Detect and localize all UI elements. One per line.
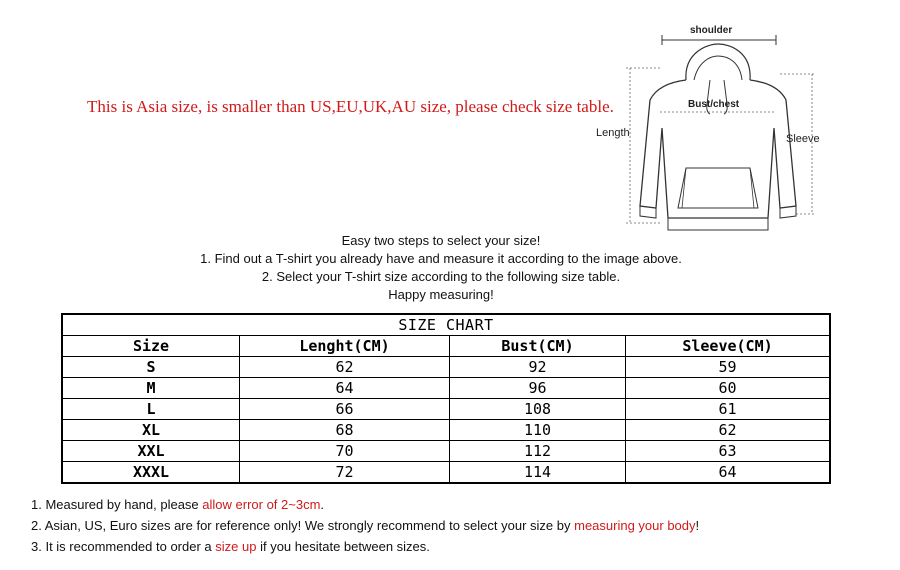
hoodie-illustration — [590, 18, 830, 240]
asia-size-warning: This is Asia size, is smaller than US,EU,UK,AU size, please check size table. — [87, 97, 614, 116]
sleeve-cell: 64 — [626, 462, 831, 484]
size-cell: M — [62, 378, 240, 399]
size-cell: XL — [62, 420, 240, 441]
length-cell: 68 — [240, 420, 450, 441]
length-cell: 64 — [240, 378, 450, 399]
header-bust: Bust(CM) — [450, 336, 626, 357]
sleeve-label: Sleeve — [786, 133, 820, 145]
note-text: ! — [695, 518, 700, 533]
shoulder-label: shoulder — [690, 25, 733, 36]
sleeve-cell: 60 — [626, 378, 831, 399]
length-cell: 70 — [240, 441, 450, 462]
length-cell: 66 — [240, 399, 450, 420]
bust-cell: 114 — [450, 462, 626, 484]
sleeve-cell: 62 — [626, 420, 831, 441]
measuring-instructions — [0, 232, 882, 304]
hoodie-measurement-diagram — [590, 18, 830, 240]
size-cell: S — [62, 357, 240, 378]
size-cell: L — [62, 399, 240, 420]
bust-cell: 108 — [450, 399, 626, 420]
bust-label: Bust/chest — [688, 99, 740, 110]
table-row — [62, 399, 830, 420]
instruction-line: Happy measuring! — [388, 287, 494, 302]
instruction-line: 1. Find out a T-shirt you already have and measure it according to the image above. — [200, 251, 682, 266]
table-row — [62, 420, 830, 441]
size-chart-title: SIZE CHART — [62, 314, 830, 336]
table-row — [62, 378, 830, 399]
length-cell: 72 — [240, 462, 450, 484]
note-highlight: size up — [215, 539, 257, 554]
size-chart-table — [61, 313, 831, 484]
note-highlight: allow error of 2~3cm — [202, 497, 321, 512]
bust-cell: 110 — [450, 420, 626, 441]
note-highlight: measuring your body — [574, 518, 696, 533]
bust-cell: 96 — [450, 378, 626, 399]
header-size: Size — [62, 336, 240, 357]
size-notes — [31, 494, 699, 557]
table-row — [62, 357, 830, 378]
length-label: Length — [596, 127, 630, 139]
bust-cell: 112 — [450, 441, 626, 462]
sleeve-cell: 63 — [626, 441, 831, 462]
note-text: . — [320, 497, 325, 512]
note-item — [31, 515, 699, 536]
size-chart-header-row — [62, 336, 830, 357]
size-cell: XXXL — [62, 462, 240, 484]
note-text: 2. Asian, US, Euro sizes are for reference only! We strongly recommend to select your size by — [31, 518, 575, 533]
note-text: 1. Measured by hand, please — [31, 497, 203, 512]
note-text: if you hesitate between sizes. — [256, 539, 430, 554]
table-row — [62, 462, 830, 484]
note-item — [31, 536, 699, 557]
header-length: Lenght(CM) — [240, 336, 450, 357]
length-cell: 62 — [240, 357, 450, 378]
sleeve-cell: 59 — [626, 357, 831, 378]
table-row — [62, 441, 830, 462]
note-item — [31, 494, 699, 515]
bust-cell: 92 — [450, 357, 626, 378]
note-text: 3. It is recommended to order a — [31, 539, 216, 554]
instruction-line: 2. Select your T-shirt size according to the following size table. — [261, 269, 621, 284]
size-chart-title-row — [62, 314, 830, 336]
sleeve-cell: 61 — [626, 399, 831, 420]
instruction-line: Easy two steps to select your size! — [341, 233, 541, 248]
header-sleeve: Sleeve(CM) — [626, 336, 831, 357]
size-cell: XXL — [62, 441, 240, 462]
